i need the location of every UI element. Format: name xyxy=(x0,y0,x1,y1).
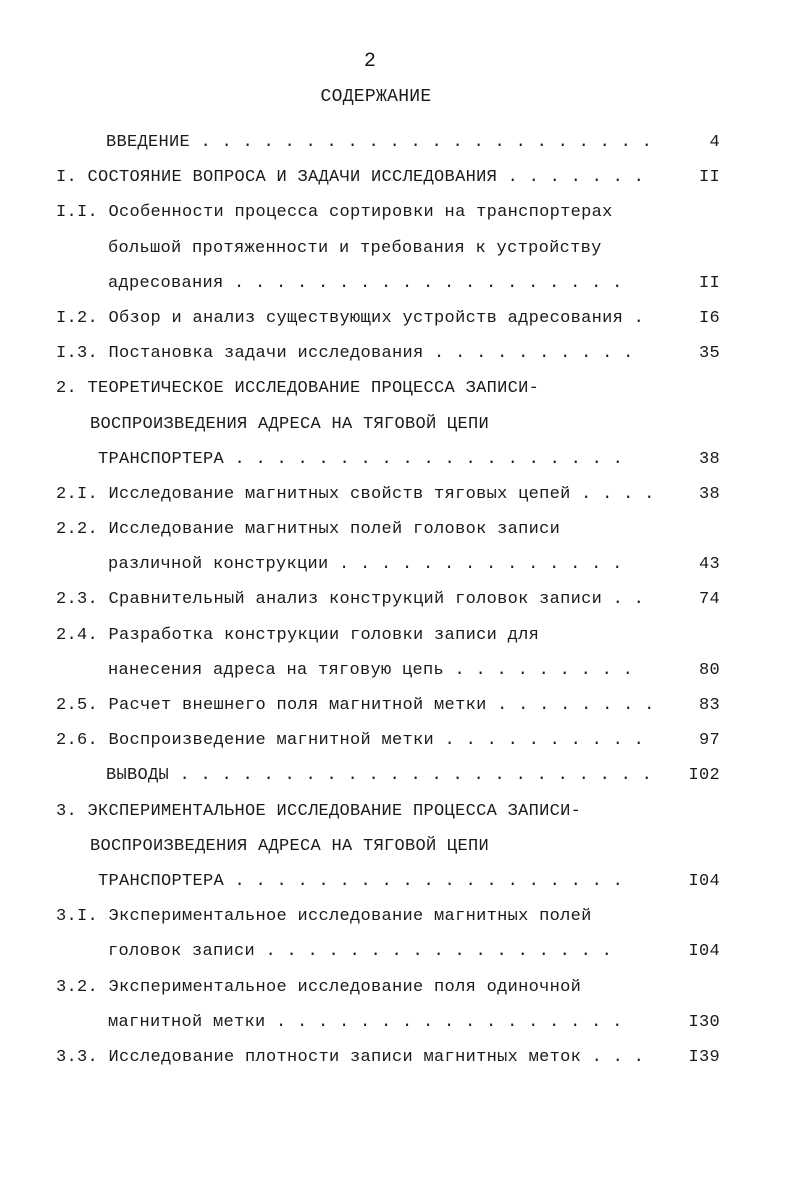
toc-entry-page: 38 xyxy=(698,484,720,504)
toc-entry-text: 2.3. Сравнительный анализ конструкций головок записи . . xyxy=(56,590,645,610)
toc-entry-text: 2.5. Расчет внешнего поля магнитной метки . . . . . . . . xyxy=(56,696,655,715)
toc-entry-page: I39 xyxy=(688,1047,720,1067)
toc-entry-page: I04 xyxy=(688,942,720,962)
toc-entry-text: 2.I. Исследование магнитных свойств тяговых цепей . . . . xyxy=(56,484,655,504)
toc-entry-page: I02 xyxy=(688,766,720,786)
toc-entry-chapter-3 xyxy=(0,794,796,829)
toc-entry-text: 2.2. Исследование магнитных полей головок записи xyxy=(56,520,561,540)
toc-entry-chapter-3-end xyxy=(0,864,796,899)
toc-entry-text: I.I. Особенности процесса сортировки на транспортерах xyxy=(56,203,613,223)
toc-entry-page: 97 xyxy=(698,731,720,751)
toc-entry-text: нанесения адреса на тяговую цепь . . . . . . . . . xyxy=(108,660,634,680)
toc-entry-2-3 xyxy=(0,582,796,617)
toc-entry-1-3 xyxy=(0,336,796,371)
toc-entry-text: 2. ТЕОРЕТИЧЕСКОЕ ИССЛЕДОВАНИЕ ПРОЦЕССА ЗАПИСИ- xyxy=(56,379,540,399)
toc-entry-conclusions xyxy=(0,758,796,793)
toc-entry-text: различной конструкции . . . . . . . . . . . . . . xyxy=(108,555,623,575)
toc-entry-text: 3.2. Экспериментальное исследование поля одиночной xyxy=(56,977,582,997)
toc-entry-1-1-cont xyxy=(0,231,796,266)
toc-entry-page: 83 xyxy=(698,696,720,715)
toc-entry-chapter-2-cont xyxy=(0,407,796,442)
toc-entry-text: головок записи . . . . . . . . . . . . . . . . . xyxy=(108,942,613,962)
toc-entry-2-4-end xyxy=(0,653,796,688)
toc-entry-2-4 xyxy=(0,618,796,653)
toc-entry-3-3 xyxy=(0,1040,796,1075)
toc-entry-page: I6 xyxy=(698,308,720,328)
toc-entry-1-1-end xyxy=(0,266,796,301)
toc-entry-text: ТРАНСПОРТЕРА . . . . . . . . . . . . . . . . . . . xyxy=(98,449,624,469)
toc-entry-text: большой протяженности и требования к устройству xyxy=(108,238,602,258)
toc-entry-2-6 xyxy=(0,723,796,758)
toc-entry-page: I04 xyxy=(688,871,720,891)
toc-entry-chapter-1 xyxy=(0,160,796,195)
toc-entry-1-1 xyxy=(0,195,796,230)
toc-entry-page: II xyxy=(698,168,720,188)
toc-entry-page: II xyxy=(698,273,720,293)
toc-entry-text: 2.4. Разработка конструкции головки записи для xyxy=(56,625,540,645)
toc-entry-chapter-2-end xyxy=(0,442,796,477)
toc-title: СОДЕРЖАНИЕ xyxy=(320,87,432,107)
toc-entry-page: 35 xyxy=(698,344,720,364)
toc-entry-3-2-end xyxy=(0,1005,796,1040)
table-of-contents xyxy=(0,125,796,1075)
toc-entry-text: адресования . . . . . . . . . . . . . . . . . . . xyxy=(108,273,623,293)
toc-entry-text: 3. ЭКСПЕРИМЕНТАЛЬНОЕ ИССЛЕДОВАНИЕ ПРОЦЕССА ЗАПИСИ- xyxy=(56,801,582,821)
toc-entry-1-2 xyxy=(0,301,796,336)
toc-entry-2-1 xyxy=(0,477,796,512)
toc-entry-text: ВЫВОДЫ . . . . . . . . . . . . . . . . . . . . . . . xyxy=(106,766,653,786)
toc-entry-page: 80 xyxy=(698,660,720,680)
toc-entry-2-2-end xyxy=(0,547,796,582)
toc-entry-page: 74 xyxy=(698,590,720,610)
toc-entry-page: 43 xyxy=(698,555,720,575)
toc-entry-text: I.3. Постановка задачи исследования . . . . . . . . . . xyxy=(56,344,634,364)
toc-entry-text: I. СОСТОЯНИЕ ВОПРОСА И ЗАДАЧИ ИССЛЕДОВАНИЯ . . . . . . . xyxy=(56,168,645,188)
toc-entry-page: 4 xyxy=(709,133,720,152)
toc-entry-page: 38 xyxy=(698,449,720,469)
toc-entry-chapter-2 xyxy=(0,371,796,406)
toc-entry-2-2 xyxy=(0,512,796,547)
toc-entry-text: ТРАНСПОРТЕРА . . . . . . . . . . . . . . . . . . . xyxy=(98,871,624,891)
toc-entry-page: I30 xyxy=(688,1012,720,1032)
toc-entry-2-5 xyxy=(0,688,796,723)
toc-entry-text: 2.6. Воспроизведение магнитной метки . . . . . . . . . . xyxy=(56,731,645,751)
toc-entry-text: ВВЕДЕНИЕ . . . . . . . . . . . . . . . . . . . . . . xyxy=(106,133,653,152)
page-number: 2 xyxy=(363,50,377,73)
toc-entry-text: магнитной метки . . . . . . . . . . . . . . . . . xyxy=(108,1012,623,1032)
toc-entry-text: ВОСПРОИЗВЕДЕНИЯ АДРЕСА НА ТЯГОВОЙ ЦЕПИ xyxy=(90,414,490,434)
toc-entry-3-1-end xyxy=(0,934,796,969)
toc-entry-introduction xyxy=(0,125,796,160)
toc-entry-3-2 xyxy=(0,970,796,1005)
toc-entry-chapter-3-cont xyxy=(0,829,796,864)
toc-entry-3-1 xyxy=(0,899,796,934)
toc-entry-text: 3.3. Исследование плотности записи магнитных меток . . . xyxy=(56,1047,645,1067)
toc-entry-text: ВОСПРОИЗВЕДЕНИЯ АДРЕСА НА ТЯГОВОЙ ЦЕПИ xyxy=(90,836,490,856)
toc-entry-text: 3.I. Экспериментальное исследование магнитных полей xyxy=(56,907,592,927)
toc-entry-text: I.2. Обзор и анализ существующих устройств адресования . xyxy=(56,308,645,328)
